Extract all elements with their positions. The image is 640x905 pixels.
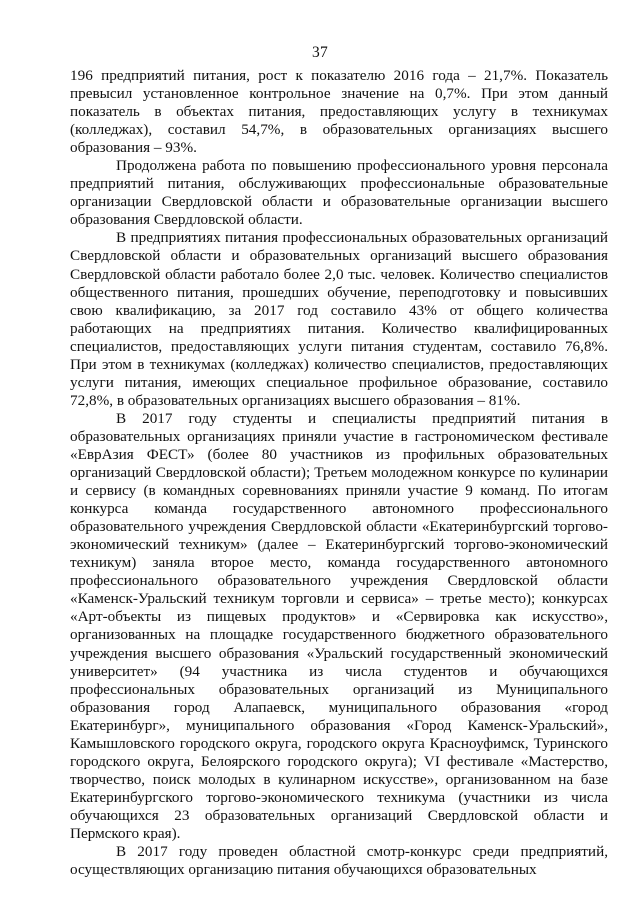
paragraph-1: 196 предприятий питания, рост к показателю 2016 года – 21,7%. Показатель превысил установленное контрольное значение на 0,7%. При этом данный показатель в объектах питания, предоставляющих услугу в техникумах (колледжах), составил 54,7%, в образовательных организациях высшего образования – 93%.	[70, 67, 608, 157]
page-number: 37	[311, 44, 329, 61]
paragraph-3: В предприятиях питания профессиональных образовательных организаций Свердловской области и образовательных организаций высшего образования Свердловской области работало более 2,0 тыс. человек. Количество специалистов общественного питания, прошедших обучение, переподготовку и повысивших свою квалификацию, за 2017 год составило 43% от общего количества работающих на предприятиях питания. Количество квалифицированных специалистов, предоставляющих услуги питания студентам, составило 76,8%. При этом в техникумах (колледжах) количество специалистов, предоставляющих услуги питания, имеющих специальное профильное образование, составило 72,8%, в образовательных организациях высшего образования – 81%.	[70, 229, 608, 409]
paragraph-2: Продолжена работа по повышению профессионального уровня персонала предприятий питания, обслуживающих профессиональные образовательные организации Свердловской области и образовательные организации высшего образования Свердловской области.	[70, 157, 608, 229]
paragraph-4: В 2017 году студенты и специалисты предприятий питания в образовательных организациях приняли участие в гастрономическом фестивале «ЕврАзия ФЕСТ» (более 80 участников из профильных образовательных организаций Свердловской области); Третьем молодежном конкурсе по кулинарии и сервису (в командных соревнованиях приняли участие 9 команд. По итогам конкурса команда государственного автономного профессионального образовательного учреждения Свердловской области «Екатеринбургский торгово-экономический техникум» (далее – Екатеринбургский торгово-экономический техникум) заняла второе место, команда государственного автономного профессионального образовательного учреждения Свердловской области «Каменск-Уральский техникум торговли и сервиса» – третье место); конкурсах «Арт-объекты из пищевых продуктов» и «Сервировка как искусство», организованных на площадке государственного бюджетного образовательного учреждения высшего образования «Уральский государственный экономический университет» (94 участника из числа студентов и обучающихся профессиональных образовательных организаций из Муниципального образования город Алапаевск, муниципального образования «город Екатеринбург», муниципального образования «Город Каменск-Уральский», Камышловского городского округа, городского округа Красноуфимск, Туринского городского округа, Белоярского городского округа); VI фестивале «Мастерство, творчество, поиск молодых в кулинарном искусстве», организованном на базе Екатеринбургского торгово-экономического техникума (участники из числа обучающихся 23 образовательных организаций Свердловской области и Пермского края).	[70, 409, 608, 842]
document-body	[70, 67, 608, 879]
paragraph-5: В 2017 году проведен областной смотр-конкурс среди предприятий, осуществляющих организацию питания обучающихся образовательных	[70, 843, 608, 879]
